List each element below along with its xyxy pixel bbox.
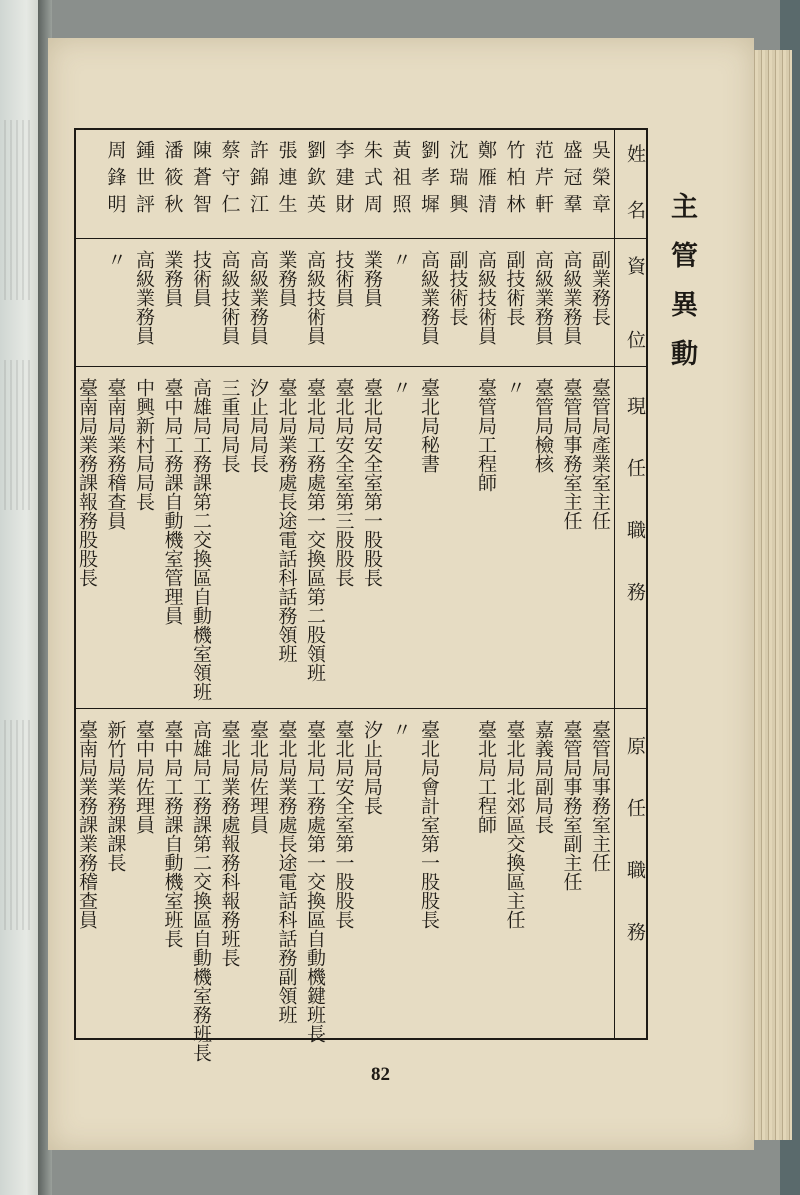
table-cell-rank: 副技術長: [446, 250, 469, 326]
table-cell-rank: 業務員: [161, 250, 184, 307]
bleed-through-text: [4, 720, 30, 930]
table-cell-name: 鄭雁清: [475, 140, 497, 221]
current-former-divider: [76, 708, 646, 709]
table-cell-current-duty: 臺北局工務處第一交換區第二股領班: [304, 378, 326, 682]
table-cell-name: 鍾世評: [133, 140, 155, 221]
bleed-through-text: [4, 120, 30, 300]
table-cell-former-duty: 臺管局事務室主任: [589, 720, 611, 872]
table-cell-rank: 高級業務員: [532, 250, 554, 345]
table-cell-name: 陳蒼智: [190, 140, 212, 221]
table-cell-current-duty: 臺管局檢核: [532, 378, 554, 473]
table-cell-former-duty: 臺北局工務處第一交換區自動機鍵班長: [304, 720, 326, 1043]
header-rank-2: 位: [624, 330, 646, 349]
table-cell-former-duty: 嘉義局副局長: [532, 720, 554, 834]
table-cell-rank: 〃: [104, 250, 127, 269]
table-cell-rank: 業務員: [361, 250, 383, 307]
page-title: 主管異動: [666, 192, 697, 388]
table-cell-former-duty: 臺北局佐理員: [247, 720, 269, 834]
table-cell-current-duty: 臺北局業務處長途電話科話務領班: [275, 378, 298, 663]
header-name-1: 姓: [624, 144, 646, 163]
table-cell-name: 李建財: [332, 140, 355, 221]
table-cell-former-duty: 臺中局佐理員: [133, 720, 155, 834]
table-cell-name: 潘筱秋: [161, 140, 184, 221]
table-cell-former-duty: 新竹局業務課課長: [104, 720, 127, 872]
page-number: 82: [371, 1064, 390, 1085]
table-cell-rank: 副技術長: [503, 250, 526, 326]
table-cell-former-duty: 臺北局安全室第一股股長: [332, 720, 355, 929]
table-cell-current-duty: 中興新村局局長: [133, 378, 155, 511]
header-column-divider: [614, 130, 615, 1038]
table-cell-rank: 高級技術員: [218, 250, 241, 345]
table-cell-current-duty: 臺中局工務課自動機室管理員: [161, 378, 184, 625]
table-cell-current-duty: 臺管局工程師: [475, 378, 497, 492]
table-cell-rank: 技術員: [332, 250, 355, 307]
table-cell-former-duty: 汐止局局長: [361, 720, 383, 815]
table-cell-rank: 高級技術員: [475, 250, 497, 345]
table-cell-rank: 高級業務員: [133, 250, 155, 345]
personnel-table: [74, 128, 648, 1062]
header-current-duty: 現 任 職 務: [624, 396, 646, 613]
table-cell-rank: 技術員: [190, 250, 212, 307]
header-rank-1: 資: [624, 256, 646, 275]
rank-current-divider: [76, 366, 646, 367]
table-cell-name: 盛冠羣: [560, 140, 583, 221]
table-cell-former-duty: 高雄局工務課第二交換區自動機室務班長: [190, 720, 212, 1062]
table-cell-rank: 高級業務員: [560, 250, 583, 345]
table-cell-former-duty: 〃: [389, 720, 412, 739]
table-cell-rank: 高級技術員: [304, 250, 326, 345]
table-cell-name: 劉欽英: [304, 140, 326, 221]
table-cell-rank: 高級業務員: [418, 250, 440, 345]
table-cell-rank: 業務員: [275, 250, 298, 307]
table-cell-current-duty: 臺管局產業室主任: [589, 378, 611, 530]
table-cell-rank: 高級業務員: [247, 250, 269, 345]
table-cell-current-duty: 臺北局安全室第一股股長: [361, 378, 383, 587]
table-cell-name: 黃祖照: [389, 140, 412, 221]
table-cell-current-duty: 臺管局事務室主任: [560, 378, 583, 530]
table-cell-former-duty: 臺管局事務室副主任: [560, 720, 583, 891]
table-cell-rank: 〃: [389, 250, 412, 269]
table-cell-name: 張連生: [275, 140, 298, 221]
table-cell-name: 周鋒明: [104, 140, 127, 221]
table-cell-name: 許錦江: [247, 140, 269, 221]
table-cell-former-duty: 臺中局工務課自動機室班長: [161, 720, 184, 948]
table-cell-name: 吳榮章: [589, 140, 611, 221]
table-cell-current-duty: 臺南局業務稽查員: [104, 378, 127, 530]
table-cell-former-duty: 臺北局業務處長途電話科話務副領班: [275, 720, 298, 1024]
table-cell-current-duty: 〃: [503, 378, 526, 397]
table-cell-current-duty: 汐止局局長: [247, 378, 269, 473]
table-cell-former-duty: 臺北局工程師: [475, 720, 497, 834]
header-name-2: 名: [624, 200, 646, 219]
table-cell-former-duty: 臺南局業務課業務稽查員: [76, 720, 98, 929]
table-cell-name: 劉孝墀: [418, 140, 440, 221]
table-cell-former-duty: 臺北局北郊區交換區主任: [503, 720, 526, 929]
name-rank-divider: [76, 238, 646, 239]
table-cell-current-duty: 三重局局長: [218, 378, 241, 473]
table-cell-current-duty: 臺北局安全室第三股股長: [332, 378, 355, 587]
table-cell-current-duty: 〃: [389, 378, 412, 397]
table-cell-current-duty: 臺北局秘書: [418, 378, 440, 473]
bleed-through-text: [4, 360, 30, 510]
table-cell-current-duty: 臺南局業務課報務股股長: [76, 378, 98, 587]
table-cell-rank: 副業務長: [589, 250, 611, 326]
table-cell-former-duty: 臺北局業務處報務科報務班長: [218, 720, 241, 967]
table-cell-former-duty: 臺北局會計室第一股股長: [418, 720, 440, 929]
table-cell-name: 范芹軒: [532, 140, 554, 221]
table-cell-name: 朱式周: [361, 140, 383, 221]
table-cell-name: 竹柏林: [503, 140, 526, 221]
table-cell-name: 沈瑞興: [446, 140, 469, 221]
table-cell-name: 蔡守仁: [218, 140, 241, 221]
table-cell-current-duty: 高雄局工務課第二交換區自動機室領班: [190, 378, 212, 701]
header-former-duty: 原 任 職 務: [624, 736, 646, 953]
